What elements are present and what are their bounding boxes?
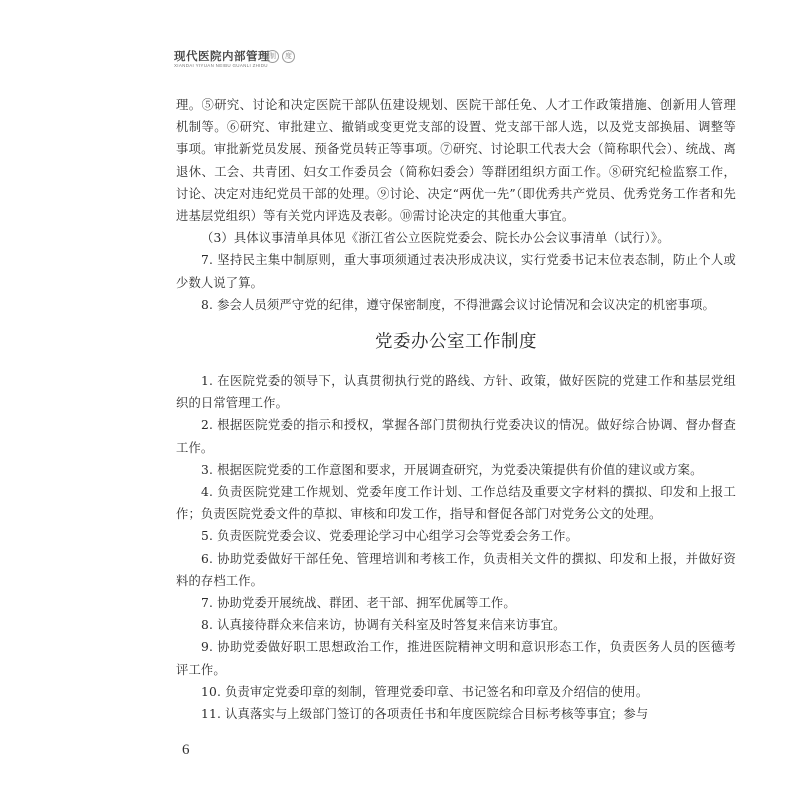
circled-badge-icon: 制: [266, 50, 279, 63]
paragraph: （3）具体议事清单具体见《浙江省公立医院党委会、院长办公会议事清单（试行）》。: [201, 231, 670, 246]
running-header: [174, 50, 314, 76]
list-item: 3. 根据医院党委的工作意图和要求，开展调查研究，为党委决策提供有价值的建议或方案。: [201, 462, 703, 477]
list-item: 2. 根据医院党委的指示和授权，掌握各部门贯彻执行党委决议的情况。做好综合协调、督办督查工作。: [176, 418, 736, 455]
list-item: 1. 在医院党委的领导下，认真贯彻执行党的路线、方针、政策，做好医院的党建工作和基层党组织的日常管理工作。: [176, 374, 736, 411]
paragraph: 8. 参会人员须严守党的纪律，遵守保密制度，不得泄露会议讨论情况和会议决定的机密事项。: [201, 297, 715, 312]
paragraph: 7. 坚持民主集中制原则，重大事项须通过表决形成决议，实行党委书记末位表态制，防止个人或少数人说了算。: [176, 253, 736, 290]
list-item: 8. 认真接待群众来信来访，协调有关科室及时答复来信来访事宜。: [201, 618, 566, 633]
list-item: 9. 协助党委做好职工思想政治工作，推进医院精神文明和意识形态工作，负责医务人员的医德考评工作。: [176, 640, 736, 677]
list-item: 5. 负责医院党委会议、党委理论学习中心组学习会等党委会务工作。: [201, 529, 579, 544]
list-item: 4. 负责医院党建工作规划、党委年度工作计划、工作总结及重要文字材料的撰拟、印发和上报工作；负责医院党委文件的草拟、审核和印发工作，指导和督促各部门对党务公文的处理。: [176, 485, 736, 522]
list-item: 7. 协助党委开展统战、群团、老干部、拥军优属等工作。: [201, 596, 516, 611]
section-title: 党委办公室工作制度: [375, 332, 537, 353]
list-item: 10. 负责审定党委印章的刻制，管理党委印章、书记签名和印章及介绍信的使用。: [201, 684, 649, 699]
page-body: [176, 94, 736, 725]
book-title-pinyin: XIANDAI YIYUAN NEIBU GUANLI ZHIDU: [174, 63, 268, 68]
paragraph: 理。⑤研究、讨论和决定医院干部队伍建设规划、医院干部任免、人才工作政策措施、创新用人管理机制等。⑥研究、审批建立、撤销或变更党支部的设置、党支部干部人选，以及党支部换届、调整等事项。审批新党员发展、预备党员转正等事项。⑦研究、讨论职工代表大会（简称职代会）、统战、离退休、工会、共青团、妇女工作委员会（简称妇委会）等群团组织方面工作。⑧研究纪检监察工作，讨论、决定对违纪党员干部的处理。⑨讨论、决定“两优一先”（即优秀共产党员、优秀党务工作者和先进基层党组织）等有关党内评选及表彰。⑩需讨论决定的其他重大事宜。: [176, 98, 736, 224]
list-item: 6. 协助党委做好干部任免、管理培训和考核工作，负责相关文件的撰拟、印发和上报，并做好资料的存档工作。: [176, 551, 736, 588]
circled-badge-icon: 度: [282, 50, 295, 63]
header-badges: [266, 50, 295, 63]
book-title: 现代医院内部管理: [174, 49, 270, 63]
page-number: 6: [182, 742, 190, 758]
list-item: 11. 认真落实与上级部门签订的各项责任书和年度医院综合目标考核等事宜；参与: [201, 707, 649, 722]
